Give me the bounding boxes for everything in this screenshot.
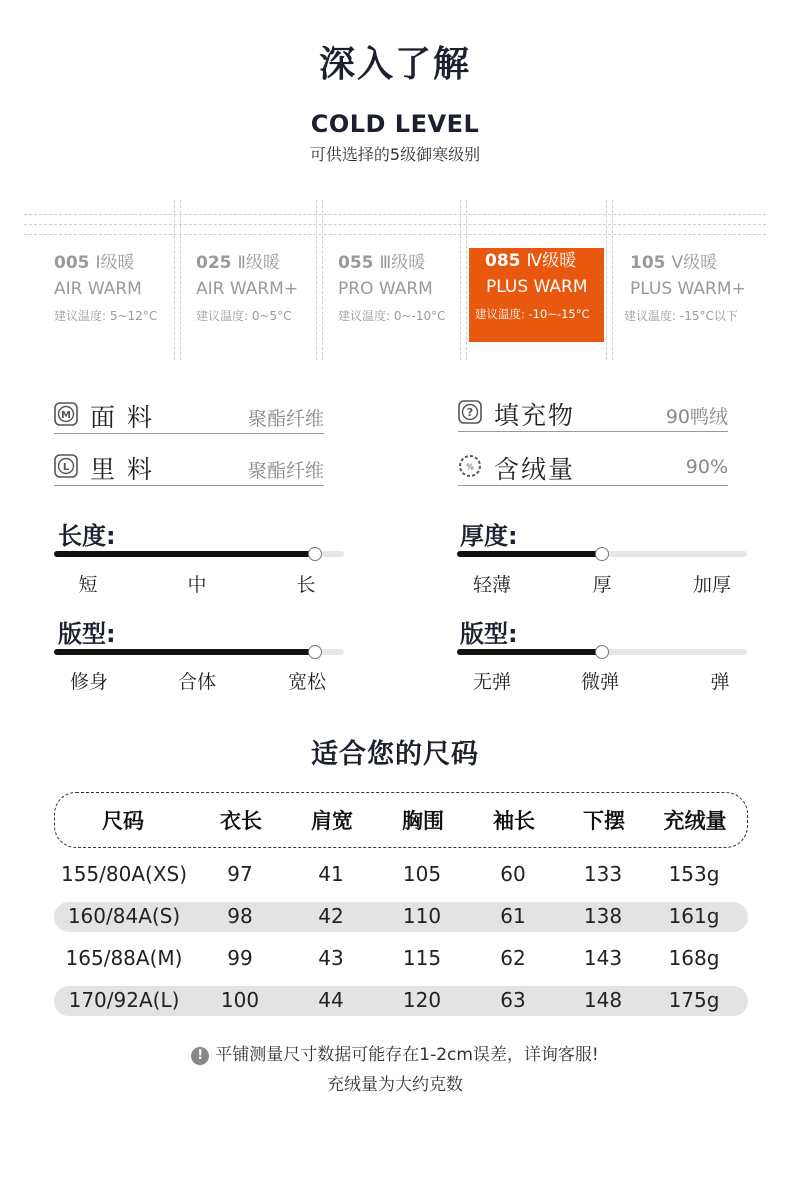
tick-label: 短 xyxy=(78,574,98,596)
divider xyxy=(24,214,766,215)
tick-label: 厚 xyxy=(592,574,612,596)
level-code: 085 xyxy=(485,251,521,271)
tick-label: 中 xyxy=(187,574,207,596)
spec-lining xyxy=(54,450,324,486)
table-row xyxy=(54,902,748,932)
spec-down-content xyxy=(458,450,728,486)
cold-level-strip xyxy=(24,200,766,360)
table-cell: 170/92A(L) xyxy=(68,988,180,1012)
level-code: 005 xyxy=(54,253,90,273)
level-temp: 建议温度: 0~5°C xyxy=(196,309,292,323)
level-name: AIR WARM+ xyxy=(196,279,299,299)
level-grade: Ⅰ级暖 xyxy=(95,253,135,273)
slider-fill xyxy=(54,649,315,655)
slider-fill xyxy=(54,551,315,557)
column-header: 充绒量 xyxy=(663,809,727,833)
cold-level-card[interactable] xyxy=(332,250,472,342)
slider-fill xyxy=(457,551,602,557)
level-grade: Ⅱ级暖 xyxy=(237,253,280,273)
table-cell: 160/84A(S) xyxy=(67,904,181,928)
table-cell: 99 xyxy=(227,946,253,970)
cold-level-title: COLD LEVEL xyxy=(310,110,480,138)
spec-value: 90% xyxy=(685,456,728,478)
spec-value: 聚酯纤维 xyxy=(247,408,324,430)
table-cell: 97 xyxy=(227,862,253,886)
cold-level-card[interactable] xyxy=(190,250,330,342)
table-row xyxy=(54,860,748,890)
cold-level-card[interactable] xyxy=(618,250,766,342)
spec-label: 面 料 xyxy=(90,403,154,432)
slider-title-fit: 版型: xyxy=(58,620,116,648)
svg-text:L: L xyxy=(62,462,70,473)
svg-text:?: ? xyxy=(466,406,474,419)
table-cell: 165/88A(M) xyxy=(65,946,183,970)
slider-knob[interactable] xyxy=(595,645,609,659)
table-row xyxy=(54,986,748,1016)
percent-gauge-icon xyxy=(458,454,482,478)
column-header: 肩宽 xyxy=(311,809,353,833)
column-header: 下摆 xyxy=(583,809,625,833)
table-cell: 41 xyxy=(318,862,344,886)
slider-knob[interactable] xyxy=(308,645,322,659)
tick-label: 轻薄 xyxy=(472,574,512,596)
table-cell: 138 xyxy=(583,904,623,928)
slider-knob[interactable] xyxy=(308,547,322,561)
table-cell: 62 xyxy=(500,946,526,970)
level-temp: 建议温度: 0~-10°C xyxy=(338,309,446,323)
table-cell: 44 xyxy=(318,988,344,1012)
tick-label: 微弹 xyxy=(580,671,620,693)
table-row xyxy=(54,944,748,974)
table-cell: 42 xyxy=(318,904,344,928)
tick-label: 无弹 xyxy=(472,671,512,693)
table-cell: 153g xyxy=(668,862,720,886)
size-table-header xyxy=(54,792,748,848)
cold-level-card-active[interactable] xyxy=(469,248,604,342)
level-grade: Ⅳ级暖 xyxy=(526,251,577,271)
size-table-title: 适合您的尺码 xyxy=(311,739,479,770)
table-cell: 100 xyxy=(220,988,260,1012)
tick-label: 合体 xyxy=(177,671,217,693)
slider-fill xyxy=(457,649,602,655)
tick-label: 加厚 xyxy=(692,574,732,596)
note-text: 平铺测量尺寸数据可能存在1-2cm误差，详询客服! xyxy=(215,1045,599,1065)
m-badge-icon xyxy=(54,402,78,426)
column-header: 胸围 xyxy=(402,809,444,833)
slider-title-stretch: 版型: xyxy=(460,620,518,648)
level-code: 055 xyxy=(338,253,374,273)
spec-value: 聚酯纤维 xyxy=(247,460,324,482)
spec-filling xyxy=(458,396,728,432)
column-header: 尺码 xyxy=(102,809,144,833)
table-cell: 61 xyxy=(500,904,526,928)
divider xyxy=(24,224,766,225)
table-cell: 133 xyxy=(583,862,623,886)
slider-stretch[interactable] xyxy=(457,649,747,655)
divider xyxy=(606,200,607,360)
slider-knob[interactable] xyxy=(595,547,609,561)
column-header: 衣长 xyxy=(220,809,262,833)
spec-fabric xyxy=(54,398,324,434)
level-grade: Ⅲ级暖 xyxy=(379,253,426,273)
table-cell: 148 xyxy=(583,988,623,1012)
cold-level-card[interactable] xyxy=(48,250,188,342)
measurement-note xyxy=(0,1040,790,1065)
table-cell: 63 xyxy=(500,988,526,1012)
level-code: 105 xyxy=(630,253,666,273)
table-cell: 120 xyxy=(402,988,442,1012)
cold-level-subtitle: 可供选择的5级御寒级别 xyxy=(309,145,481,164)
svg-text:%: % xyxy=(466,462,474,472)
spec-value: 90鸭绒 xyxy=(665,406,728,428)
tick-label: 宽松 xyxy=(287,671,327,693)
level-grade: Ⅴ级暖 xyxy=(671,253,718,273)
tick-label: 修身 xyxy=(69,671,109,693)
level-name: PLUS WARM+ xyxy=(630,279,746,299)
table-cell: 98 xyxy=(227,904,253,928)
tick-label: 长 xyxy=(296,574,316,596)
level-name: AIR WARM xyxy=(54,279,142,299)
level-temp: 建议温度: -10~-15°C xyxy=(475,307,590,321)
table-cell: 161g xyxy=(668,904,720,928)
tick-label: 弹 xyxy=(710,671,730,693)
level-temp: 建议温度: -15°C以下 xyxy=(624,309,738,323)
column-header: 袖长 xyxy=(493,809,535,833)
table-cell: 105 xyxy=(402,862,442,886)
level-temp: 建议温度: 5~12°C xyxy=(54,309,158,323)
table-cell: 168g xyxy=(668,946,720,970)
table-cell: 43 xyxy=(318,946,344,970)
table-cell: 110 xyxy=(402,904,442,928)
table-cell: 143 xyxy=(583,946,623,970)
down-weight-note: 充绒量为大约克数 xyxy=(327,1075,463,1095)
spec-label: 含绒量 xyxy=(494,455,576,484)
slider-length[interactable] xyxy=(54,551,344,557)
page-title: 深入了解 xyxy=(318,44,471,85)
exclamation-circle-icon: ! xyxy=(191,1047,209,1065)
question-badge-icon xyxy=(458,400,482,424)
level-name: PLUS WARM xyxy=(486,277,588,297)
table-cell: 115 xyxy=(402,946,442,970)
table-cell: 60 xyxy=(500,862,526,886)
level-code: 025 xyxy=(196,253,232,273)
divider xyxy=(24,234,766,235)
level-name: PRO WARM xyxy=(338,279,433,299)
spec-label: 填充物 xyxy=(494,401,576,430)
l-badge-icon xyxy=(54,454,78,478)
slider-title-length: 长度: xyxy=(58,522,116,550)
divider xyxy=(612,200,613,360)
svg-text:M: M xyxy=(61,410,71,421)
slider-title-thickness: 厚度: xyxy=(460,522,518,550)
slider-thickness[interactable] xyxy=(457,551,747,557)
table-cell: 175g xyxy=(668,988,720,1012)
spec-label: 里 料 xyxy=(90,455,154,484)
slider-fit[interactable] xyxy=(54,649,344,655)
table-cell: 155/80A(XS) xyxy=(60,862,188,886)
